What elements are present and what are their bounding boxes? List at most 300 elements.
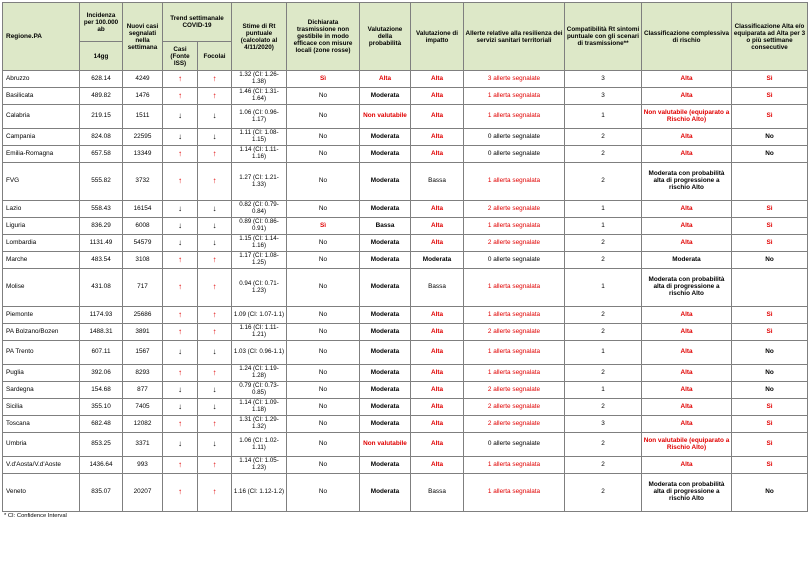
cell-new-cases: 12082: [123, 416, 163, 433]
header-probability: Valutazione della probabilità: [360, 3, 411, 71]
cell-alerts: 0 allerte segnalate: [464, 146, 565, 163]
cell-risk: Moderata con probabilità alta di progressione a rischio Alto: [642, 269, 732, 307]
cell-compat: 2: [565, 163, 642, 201]
cell-impact: Alta: [411, 129, 464, 146]
cell-risk: Moderata: [642, 252, 732, 269]
cell-impact: Alta: [411, 218, 464, 235]
table-row: [3, 235, 808, 252]
cell-new-cases: 16154: [123, 201, 163, 218]
cell-high3: Sì: [732, 416, 808, 433]
cell-unmanageable: No: [287, 399, 360, 416]
table-row: [3, 433, 808, 457]
cell-impact: Alta: [411, 235, 464, 252]
table-row: [3, 105, 808, 129]
cell-new-cases: 3891: [123, 324, 163, 341]
cell-high3: No: [732, 365, 808, 382]
cell-impact: Alta: [411, 416, 464, 433]
cell-rt: 1.31 (CI: 1.29-1.32): [232, 416, 287, 433]
footnote: * CI: Confidence Interval: [4, 513, 67, 519]
cell-probability: Alta: [360, 71, 411, 88]
cell-high3: No: [732, 252, 808, 269]
cell-rt: 1.11 (CI: 1.08-1.15): [232, 129, 287, 146]
cell-unmanageable: Sì: [287, 71, 360, 88]
cell-new-cases: 3371: [123, 433, 163, 457]
cell-rt: 1.06 (CI: 0.96-1.17): [232, 105, 287, 129]
cell-rt: 1.16 (CI: 1.12-1.2): [232, 474, 287, 512]
trend-foci-arrow-icon: ↓: [198, 129, 232, 146]
cell-rt: 1.15 (CI: 1.14-1.16): [232, 235, 287, 252]
cell-region: Umbria: [3, 433, 80, 457]
trend-foci-arrow-icon: ↑: [198, 324, 232, 341]
cell-new-cases: 3732: [123, 163, 163, 201]
cell-unmanageable: No: [287, 163, 360, 201]
cell-probability: Moderata: [360, 88, 411, 105]
cell-risk: Alta: [642, 416, 732, 433]
cell-high3: [732, 269, 808, 307]
cell-high3: Sì: [732, 105, 808, 129]
cell-incidence: 483.54: [80, 252, 123, 269]
cell-compat: 2: [565, 457, 642, 474]
cell-risk: Alta: [642, 235, 732, 252]
cell-region: Toscana: [3, 416, 80, 433]
trend-foci-arrow-icon: ↓: [198, 201, 232, 218]
cell-high3: No: [732, 146, 808, 163]
table-row: [3, 307, 808, 324]
trend-foci-arrow-icon: ↑: [198, 474, 232, 512]
cell-region: Lazio: [3, 201, 80, 218]
trend-cases-arrow-icon: ↑: [163, 252, 198, 269]
cell-high3: Sì: [732, 235, 808, 252]
cell-region: FVG: [3, 163, 80, 201]
table-row: [3, 146, 808, 163]
trend-foci-arrow-icon: ↓: [198, 105, 232, 129]
cell-high3: No: [732, 341, 808, 365]
cell-compat: 3: [565, 416, 642, 433]
table-row: [3, 365, 808, 382]
table-row: [3, 341, 808, 365]
cell-high3: Sì: [732, 201, 808, 218]
cell-high3: No: [732, 129, 808, 146]
cell-risk: Alta: [642, 201, 732, 218]
trend-foci-arrow-icon: ↑: [198, 163, 232, 201]
cell-probability: Moderata: [360, 252, 411, 269]
cell-probability: Non valutabile: [360, 105, 411, 129]
cell-impact: Alta: [411, 324, 464, 341]
header-compat: Compatibilità Rt sintomi puntuale con gli scenari di trasmissione**: [565, 3, 642, 71]
table-row: [3, 201, 808, 218]
cell-impact: Alta: [411, 433, 464, 457]
cell-rt: 1.32 (CI: 1.26-1.38): [232, 71, 287, 88]
trend-cases-arrow-icon: ↑: [163, 416, 198, 433]
cell-risk: Alta: [642, 71, 732, 88]
cell-impact: Alta: [411, 341, 464, 365]
cell-probability: Moderata: [360, 341, 411, 365]
cell-alerts: 0 allerte segnalate: [464, 252, 565, 269]
trend-foci-arrow-icon: ↓: [198, 235, 232, 252]
header-new-cases: Nuovi casi segnalati nella settimana: [123, 3, 163, 71]
cell-region: Puglia: [3, 365, 80, 382]
cell-unmanageable: No: [287, 269, 360, 307]
header-unmanageable: Dichiarata trasmissione non gestibile in modo efficace con misure locali (zone rosse): [287, 3, 360, 71]
trend-cases-arrow-icon: ↑: [163, 88, 198, 105]
table-row: [3, 457, 808, 474]
cell-alerts: 1 allerta segnalata: [464, 365, 565, 382]
cell-compat: 2: [565, 399, 642, 416]
cell-region: Piemonte: [3, 307, 80, 324]
cell-rt: 0.79 (CI: 0.73-0.85): [232, 382, 287, 399]
trend-cases-arrow-icon: ↓: [163, 218, 198, 235]
cell-region: Marche: [3, 252, 80, 269]
cell-alerts: 3 allerte segnalate: [464, 71, 565, 88]
cell-impact: Moderata: [411, 252, 464, 269]
cell-probability: Moderata: [360, 201, 411, 218]
cell-incidence: 657.58: [80, 146, 123, 163]
cell-compat: 2: [565, 365, 642, 382]
cell-new-cases: 7405: [123, 399, 163, 416]
cell-new-cases: 20207: [123, 474, 163, 512]
cell-incidence: 555.82: [80, 163, 123, 201]
cell-alerts: 2 allerte segnalate: [464, 324, 565, 341]
cell-probability: Moderata: [360, 457, 411, 474]
cell-alerts: 2 allerte segnalate: [464, 201, 565, 218]
cell-rt: 1.14 (CI: 1.05-1.23): [232, 457, 287, 474]
cell-unmanageable: Sì: [287, 218, 360, 235]
cell-probability: Moderata: [360, 416, 411, 433]
cell-unmanageable: No: [287, 252, 360, 269]
trend-cases-arrow-icon: ↑: [163, 307, 198, 324]
header-risk: Classificazione complessiva di rischio: [642, 3, 732, 71]
cell-probability: Moderata: [360, 324, 411, 341]
cell-region: PA Bolzano/Bozen: [3, 324, 80, 341]
cell-probability: Moderata: [360, 235, 411, 252]
cell-probability: Moderata: [360, 129, 411, 146]
table-row: [3, 163, 808, 201]
cell-probability: Non valutabile: [360, 433, 411, 457]
cell-alerts: 0 allerte segnalate: [464, 433, 565, 457]
cell-unmanageable: No: [287, 433, 360, 457]
table-row: [3, 269, 808, 307]
cell-high3: Sì: [732, 324, 808, 341]
cell-incidence: 1131.49: [80, 235, 123, 252]
trend-cases-arrow-icon: ↑: [163, 146, 198, 163]
cell-new-cases: 993: [123, 457, 163, 474]
table-row: [3, 324, 808, 341]
cell-incidence: 824.08: [80, 129, 123, 146]
trend-cases-arrow-icon: ↑: [163, 365, 198, 382]
cell-probability: Moderata: [360, 474, 411, 512]
cell-high3: Sì: [732, 433, 808, 457]
cell-risk: Alta: [642, 129, 732, 146]
trend-cases-arrow-icon: ↑: [163, 163, 198, 201]
cell-unmanageable: No: [287, 457, 360, 474]
regional-risk-table: [2, 2, 808, 512]
trend-foci-arrow-icon: ↑: [198, 365, 232, 382]
cell-new-cases: 22595: [123, 129, 163, 146]
cell-incidence: 682.48: [80, 416, 123, 433]
trend-cases-arrow-icon: ↑: [163, 457, 198, 474]
cell-impact: Alta: [411, 307, 464, 324]
trend-cases-arrow-icon: ↓: [163, 382, 198, 399]
cell-rt: 0.94 (CI: 0.71-1.23): [232, 269, 287, 307]
cell-region: Veneto: [3, 474, 80, 512]
cell-region: PA Trento: [3, 341, 80, 365]
cell-alerts: 0 allerte segnalate: [464, 129, 565, 146]
cell-new-cases: 13349: [123, 146, 163, 163]
table-row: [3, 88, 808, 105]
cell-incidence: 489.82: [80, 88, 123, 105]
cell-risk: Alta: [642, 324, 732, 341]
header-region: Regione.PA: [3, 3, 80, 71]
cell-high3: Sì: [732, 71, 808, 88]
table-row: [3, 382, 808, 399]
cell-incidence: 1488.31: [80, 324, 123, 341]
cell-unmanageable: No: [287, 341, 360, 365]
cell-compat: 1: [565, 269, 642, 307]
cell-probability: Moderata: [360, 163, 411, 201]
cell-region: V.d'Aosta/V.d'Aoste: [3, 457, 80, 474]
trend-foci-arrow-icon: ↓: [198, 218, 232, 235]
cell-risk: Alta: [642, 146, 732, 163]
cell-compat: 1: [565, 382, 642, 399]
cell-unmanageable: No: [287, 307, 360, 324]
cell-unmanageable: No: [287, 474, 360, 512]
cell-risk: Alta: [642, 382, 732, 399]
table-row: [3, 252, 808, 269]
cell-compat: 2: [565, 307, 642, 324]
cell-unmanageable: No: [287, 88, 360, 105]
trend-foci-arrow-icon: ↑: [198, 88, 232, 105]
cell-incidence: 836.29: [80, 218, 123, 235]
trend-cases-arrow-icon: ↓: [163, 433, 198, 457]
cell-rt: 1.14 (CI: 1.09-1.18): [232, 399, 287, 416]
cell-impact: Alta: [411, 201, 464, 218]
cell-impact: Alta: [411, 71, 464, 88]
cell-incidence: 219.15: [80, 105, 123, 129]
cell-new-cases: 1511: [123, 105, 163, 129]
cell-probability: Moderata: [360, 269, 411, 307]
cell-compat: 1: [565, 105, 642, 129]
cell-impact: Bassa: [411, 474, 464, 512]
cell-new-cases: 1567: [123, 341, 163, 365]
cell-incidence: 835.07: [80, 474, 123, 512]
cell-alerts: 1 allerta segnalata: [464, 105, 565, 129]
trend-cases-arrow-icon: ↓: [163, 105, 198, 129]
trend-foci-arrow-icon: ↓: [198, 399, 232, 416]
cell-new-cases: 1476: [123, 88, 163, 105]
cell-compat: 2: [565, 433, 642, 457]
cell-rt: 1.16 (CI: 1.11-1.21): [232, 324, 287, 341]
trend-cases-arrow-icon: ↓: [163, 201, 198, 218]
cell-incidence: 558.43: [80, 201, 123, 218]
cell-new-cases: 877: [123, 382, 163, 399]
trend-foci-arrow-icon: ↑: [198, 252, 232, 269]
cell-compat: 2: [565, 474, 642, 512]
header-rt: Stime di Rt puntuale (calcolato al 4/11/2020): [232, 3, 287, 71]
cell-impact: Alta: [411, 105, 464, 129]
table-row: [3, 218, 808, 235]
cell-rt: 1.14 (CI: 1.11-1.16): [232, 146, 287, 163]
cell-alerts: 2 allerte segnalate: [464, 235, 565, 252]
cell-unmanageable: No: [287, 146, 360, 163]
cell-region: Molise: [3, 269, 80, 307]
trend-cases-arrow-icon: ↓: [163, 341, 198, 365]
cell-new-cases: 6008: [123, 218, 163, 235]
header-incidence: Incidenza per 100.000 ab: [80, 3, 123, 42]
cell-risk: Non valutabile (equiparato a Rischio Alto): [642, 105, 732, 129]
cell-risk: Alta: [642, 365, 732, 382]
cell-incidence: 392.06: [80, 365, 123, 382]
cell-unmanageable: No: [287, 105, 360, 129]
cell-risk: Moderata con probabilità alta di progressione a rischio Alto: [642, 474, 732, 512]
cell-compat: 2: [565, 129, 642, 146]
cell-high3: Sì: [732, 457, 808, 474]
cell-region: Sardegna: [3, 382, 80, 399]
cell-new-cases: 8293: [123, 365, 163, 382]
cell-incidence: 628.14: [80, 71, 123, 88]
cell-compat: 2: [565, 146, 642, 163]
cell-impact: Bassa: [411, 269, 464, 307]
cell-incidence: 1174.93: [80, 307, 123, 324]
cell-risk: Moderata con probabilità alta di progressione a rischio Alto: [642, 163, 732, 201]
cell-rt: 1.17 (CI: 1.08-1.25): [232, 252, 287, 269]
table-row: [3, 129, 808, 146]
cell-rt: 1.24 (CI: 1.19-1.28): [232, 365, 287, 382]
cell-compat: 1: [565, 341, 642, 365]
cell-high3: Sì: [732, 307, 808, 324]
trend-foci-arrow-icon: ↑: [198, 416, 232, 433]
trend-foci-arrow-icon: ↓: [198, 382, 232, 399]
cell-new-cases: 3108: [123, 252, 163, 269]
cell-rt: 1.06 (CI: 1.02-1.11): [232, 433, 287, 457]
cell-unmanageable: No: [287, 324, 360, 341]
header-high3: Classificazione Alta e/o equiparata ad Alta per 3 o più settimane consecutive: [732, 3, 808, 71]
cell-unmanageable: No: [287, 382, 360, 399]
cell-unmanageable: No: [287, 129, 360, 146]
cell-probability: Bassa: [360, 218, 411, 235]
cell-high3: Sì: [732, 88, 808, 105]
cell-risk: Alta: [642, 399, 732, 416]
header-trend-foci: Focolai: [198, 42, 232, 71]
header-incidence-sub: 14gg: [80, 42, 123, 71]
cell-region: Calabria: [3, 105, 80, 129]
cell-alerts: 1 allerta segnalata: [464, 307, 565, 324]
cell-high3: Sì: [732, 399, 808, 416]
cell-region: Emilia-Romagna: [3, 146, 80, 163]
table-body: [3, 71, 808, 512]
cell-new-cases: 54579: [123, 235, 163, 252]
cell-impact: Alta: [411, 88, 464, 105]
cell-high3: [732, 163, 808, 201]
cell-incidence: 607.11: [80, 341, 123, 365]
cell-region: Lombardia: [3, 235, 80, 252]
cell-rt: 0.82 (CI: 0.79-0.84): [232, 201, 287, 218]
cell-high3: No: [732, 382, 808, 399]
cell-alerts: 1 allerta segnalata: [464, 457, 565, 474]
cell-alerts: 1 allerta segnalata: [464, 269, 565, 307]
table-row: [3, 416, 808, 433]
cell-unmanageable: No: [287, 416, 360, 433]
cell-alerts: 1 allerta segnalata: [464, 163, 565, 201]
cell-compat: 3: [565, 88, 642, 105]
cell-compat: 2: [565, 235, 642, 252]
cell-probability: Moderata: [360, 399, 411, 416]
cell-impact: Alta: [411, 365, 464, 382]
cell-probability: Moderata: [360, 307, 411, 324]
cell-high3: Sì: [732, 218, 808, 235]
cell-rt: 0.89 (CI: 0.86-0.91): [232, 218, 287, 235]
table-row: [3, 399, 808, 416]
cell-alerts: 2 allerte segnalate: [464, 382, 565, 399]
cell-alerts: 1 allerta segnalata: [464, 341, 565, 365]
cell-risk: Alta: [642, 457, 732, 474]
cell-risk: Alta: [642, 218, 732, 235]
header-trend: Trend settimanale COVID-19: [163, 3, 232, 42]
cell-region: Sicilia: [3, 399, 80, 416]
cell-unmanageable: No: [287, 201, 360, 218]
trend-cases-arrow-icon: ↓: [163, 399, 198, 416]
header-alerts: Allerte relative alla resilienza dei servizi sanitari territoriali: [464, 3, 565, 71]
cell-compat: 2: [565, 252, 642, 269]
trend-cases-arrow-icon: ↓: [163, 129, 198, 146]
trend-foci-arrow-icon: ↑: [198, 269, 232, 307]
cell-new-cases: 4249: [123, 71, 163, 88]
trend-cases-arrow-icon: ↑: [163, 474, 198, 512]
header-impact: Valutazione di impatto: [411, 3, 464, 71]
cell-incidence: 431.08: [80, 269, 123, 307]
table-row: [3, 71, 808, 88]
header-trend-cases: Casi (Fonte ISS): [163, 42, 198, 71]
cell-rt: 1.09 (CI: 1.07-1.1): [232, 307, 287, 324]
cell-alerts: 1 allerta segnalata: [464, 218, 565, 235]
cell-impact: Alta: [411, 457, 464, 474]
cell-rt: 1.27 (CI: 1.21-1.33): [232, 163, 287, 201]
trend-foci-arrow-icon: ↓: [198, 433, 232, 457]
cell-incidence: 1436.64: [80, 457, 123, 474]
cell-region: Abruzzo: [3, 71, 80, 88]
cell-alerts: 2 allerte segnalate: [464, 416, 565, 433]
cell-compat: 1: [565, 218, 642, 235]
cell-unmanageable: No: [287, 235, 360, 252]
trend-foci-arrow-icon: ↑: [198, 146, 232, 163]
trend-cases-arrow-icon: ↑: [163, 71, 198, 88]
trend-cases-arrow-icon: ↑: [163, 269, 198, 307]
cell-compat: 1: [565, 201, 642, 218]
cell-rt: 1.03 (CI: 0.96-1.1): [232, 341, 287, 365]
trend-cases-arrow-icon: ↑: [163, 324, 198, 341]
cell-region: Basilicata: [3, 88, 80, 105]
cell-region: Campania: [3, 129, 80, 146]
trend-foci-arrow-icon: ↑: [198, 307, 232, 324]
cell-probability: Moderata: [360, 365, 411, 382]
trend-foci-arrow-icon: ↑: [198, 71, 232, 88]
cell-alerts: 1 allerta segnalata: [464, 474, 565, 512]
cell-risk: Alta: [642, 341, 732, 365]
cell-alerts: 2 allerte segnalate: [464, 399, 565, 416]
cell-incidence: 853.25: [80, 433, 123, 457]
cell-probability: Moderata: [360, 146, 411, 163]
trend-cases-arrow-icon: ↓: [163, 235, 198, 252]
cell-region: Liguria: [3, 218, 80, 235]
cell-compat: 3: [565, 71, 642, 88]
cell-impact: Alta: [411, 399, 464, 416]
cell-new-cases: 25686: [123, 307, 163, 324]
cell-risk: Alta: [642, 88, 732, 105]
cell-compat: 2: [565, 324, 642, 341]
cell-incidence: 154.68: [80, 382, 123, 399]
cell-impact: Bassa: [411, 163, 464, 201]
cell-probability: Moderata: [360, 382, 411, 399]
cell-risk: Alta: [642, 307, 732, 324]
